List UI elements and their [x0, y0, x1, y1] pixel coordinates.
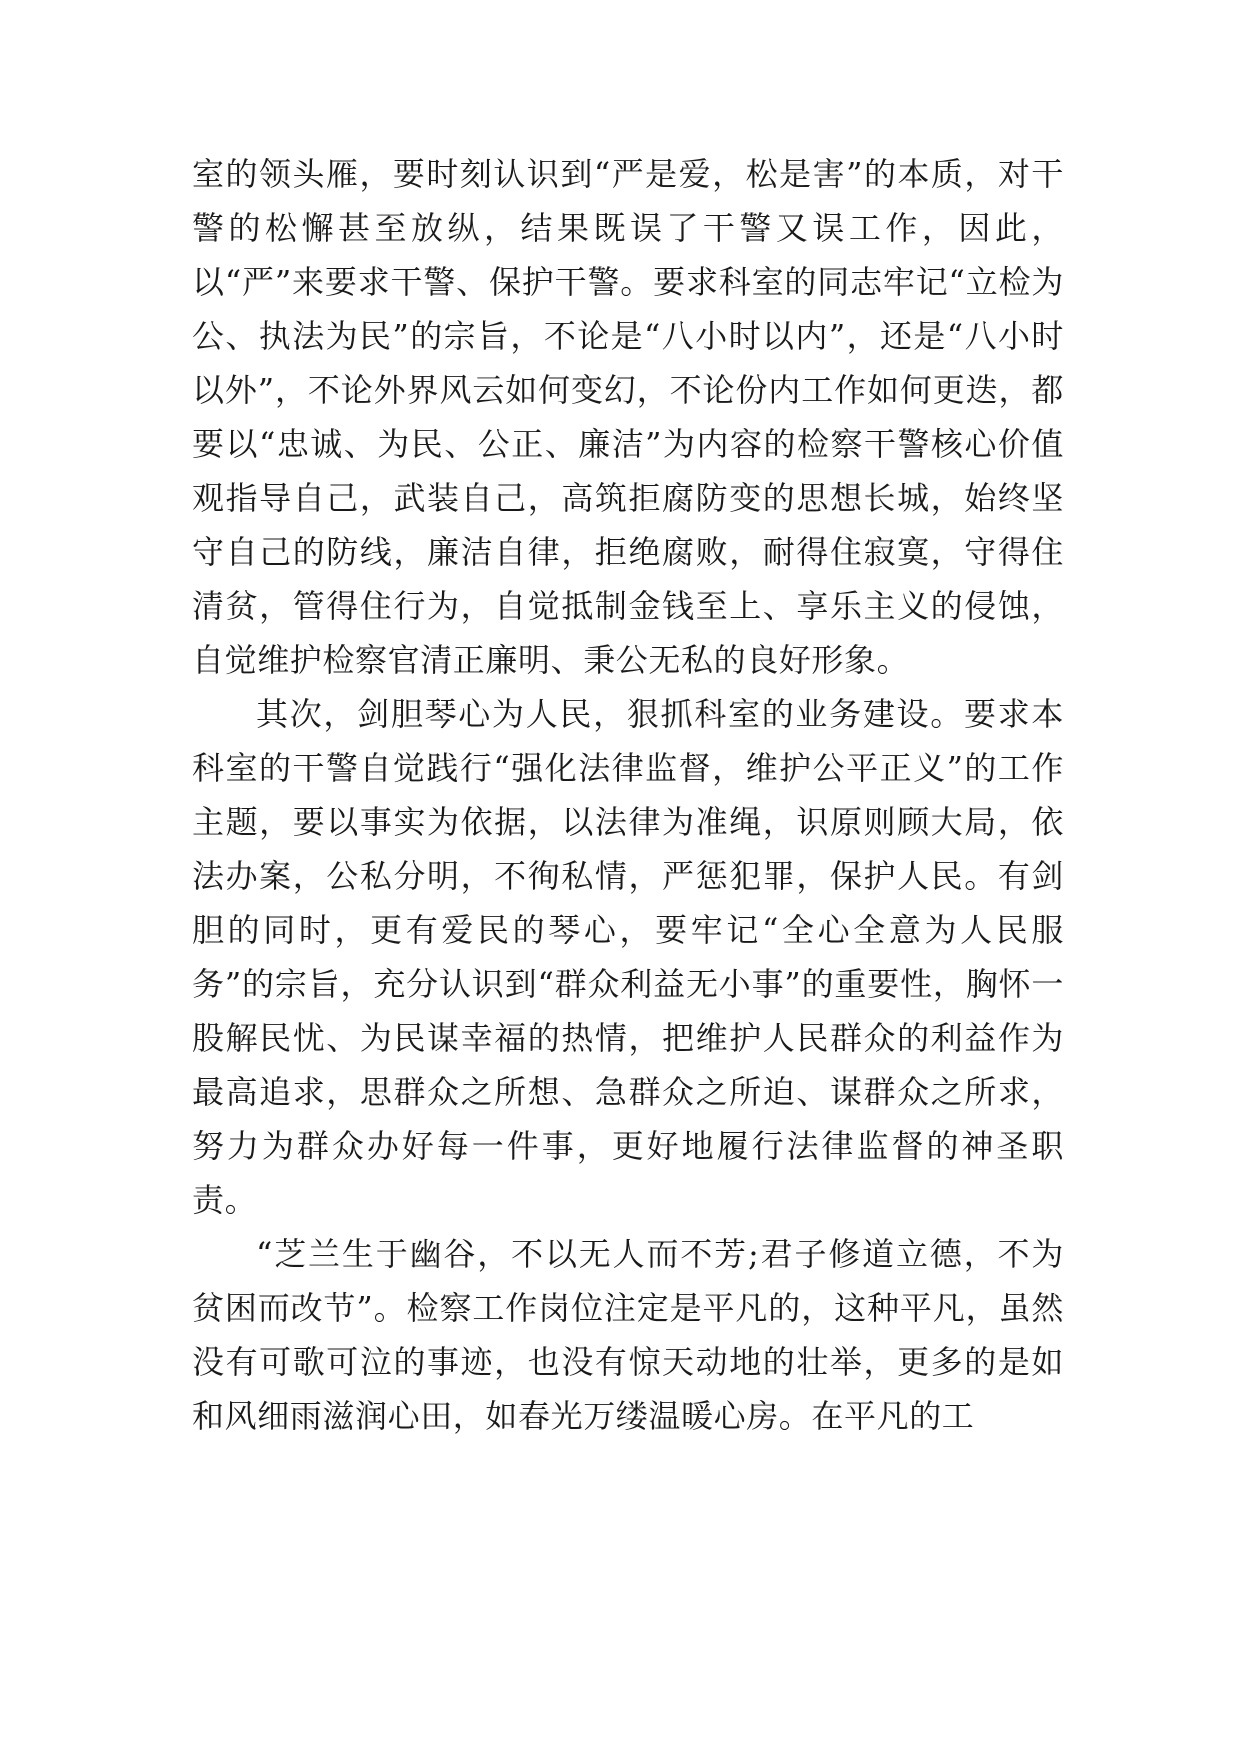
document-page [192, 147, 1064, 1443]
paragraph-business-building: 其次，剑胆琴心为人民，狠抓科室的业务建设。要求本科室的干警自觉践行“强化法律监督，维护公平正义”的工作主题，要以事实为依据，以法律为准绳，识原则顾大局，依法办案，公私分明，不徇私情，严惩犯罪，保护人民。有剑胆的同时，更有爱民的琴心，要牢记“全心全意为人民服务”的宗旨，充分认识到“群众利益无小事”的重要性，胸怀一股解民忧、为民谋幸福的热情，把维护人民群众的利益作为最高追求，思群众之所想、急群众之所迫、谋群众之所求，努力为群众办好每一件事，更好地履行法律监督的神圣职责。 [192, 695, 1064, 1219]
paragraph-quote: “芝兰生于幽谷，不以无人而不芳;君子修道立德，不为贫困而改节”。检察工作岗位注定是平凡的，这种平凡，虽然没有可歌可泣的事迹，也没有惊天动地的壮举，更多的是如和风细雨滋润心田，如春光万缕温暖心房。在平凡的工 [192, 1235, 1064, 1435]
paragraph-continuation: 室的领头雁，要时刻认识到“严是爱，松是害”的本质，对干警的松懈甚至放纵，结果既误了干警又误工作，因此，以“严”来要求干警、保护干警。要求科室的同志牢记“立检为公、执法为民”的宗旨，不论是“八小时以内”，还是“八小时以外”，不论外界风云如何变幻，不论份内工作如何更迭，都要以“忠诚、为民、公正、廉洁”为内容的检察干警核心价值观指导自己，武装自己，高筑拒腐防变的思想长城，始终坚守自己的防线，廉洁自律，拒绝腐败，耐得住寂寞，守得住清贫，管得住行为，自觉抵制金钱至上、享乐主义的侵蚀，自觉维护检察官清正廉明、秉公无私的良好形象。 [192, 155, 1064, 679]
